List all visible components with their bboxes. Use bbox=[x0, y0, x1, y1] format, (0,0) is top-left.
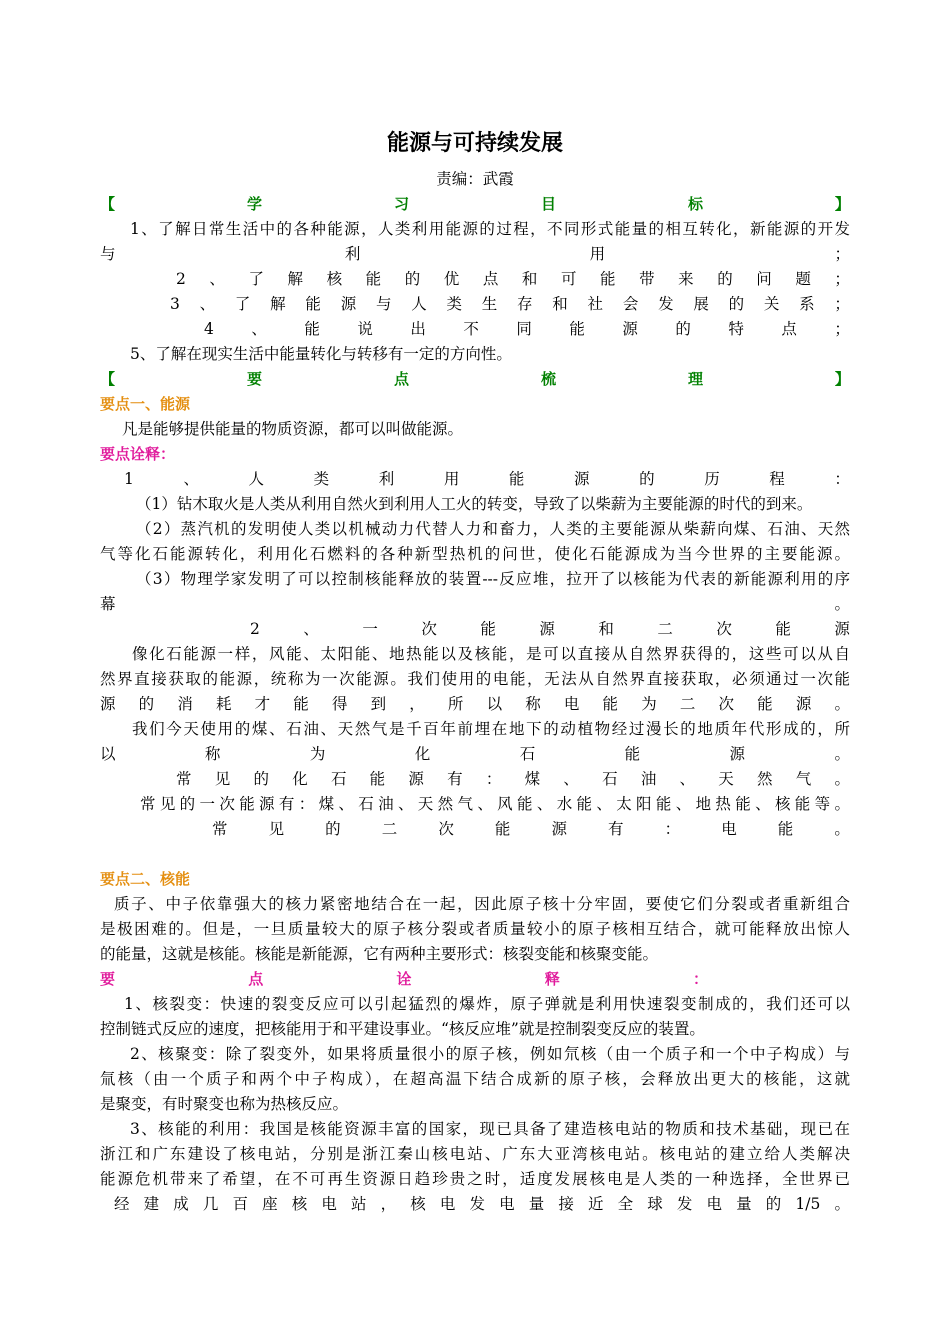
point1-heading: 要点一、能源 bbox=[100, 395, 191, 413]
goal-item-3 bbox=[170, 292, 850, 317]
fission-a: 1、核裂变：快速的裂变反应可以引起猛烈的爆炸，原子弹就是利用快速裂变制成的，我们还可以 bbox=[124, 995, 850, 1013]
text-token: ： bbox=[485, 770, 502, 788]
goal-item-2 bbox=[176, 267, 850, 292]
text-token: 要 bbox=[246, 370, 262, 388]
text-token: 展 bbox=[693, 295, 709, 313]
text-token: 用 bbox=[589, 245, 606, 263]
text-token: ； bbox=[834, 245, 850, 263]
text-token: 源 bbox=[551, 820, 567, 838]
text-token: 历 bbox=[704, 470, 720, 488]
text-token: 常 bbox=[212, 820, 228, 838]
text-token: 点 bbox=[393, 370, 409, 388]
text-token: 二 bbox=[657, 620, 673, 638]
text-token: 与 bbox=[100, 245, 116, 263]
text-token: 和 bbox=[598, 620, 614, 638]
text-token: 的 bbox=[325, 820, 341, 838]
common-fossil bbox=[176, 767, 850, 792]
text-token: 接 bbox=[558, 1195, 574, 1213]
goal-item-1-cont bbox=[100, 242, 850, 267]
text-token: 的 bbox=[404, 270, 421, 288]
fossil-a: 我们今天使用的煤、石油、天然气是千百年前埋在地下的动植物经过漫长的地质年代形成的，所 bbox=[132, 720, 850, 738]
text-token: 见 bbox=[268, 820, 285, 838]
text-token: 用 bbox=[443, 470, 460, 488]
text-token: 二 bbox=[381, 820, 398, 838]
text-token: 以 bbox=[100, 745, 116, 763]
text-token: 为 bbox=[309, 745, 326, 763]
point2-heading: 要点二、核能 bbox=[100, 870, 191, 888]
text-token: 能 bbox=[757, 695, 773, 713]
text-token: 电 bbox=[721, 820, 737, 838]
text-token: 】 bbox=[834, 195, 850, 213]
text-token: 电 bbox=[499, 1195, 515, 1213]
text-token: 能 bbox=[777, 820, 794, 838]
text-token: 电 bbox=[439, 1195, 456, 1213]
text-token: 消 bbox=[177, 695, 193, 713]
history-1: （1）钻木取火是人类从利用自然火到利用人工火的转变，导致了以柴薪为主要能源的时代的到来。 bbox=[136, 495, 813, 513]
text-token: 然 bbox=[757, 770, 773, 788]
use-b: 浙江和广东建设了核电站，分别是浙江秦山核电站、广东大亚湾核电站。核电站的建立给人类解决 bbox=[100, 1145, 850, 1163]
text-token: 站 bbox=[351, 1195, 367, 1213]
text-token: 的 bbox=[675, 320, 691, 338]
use-c: 能源危机带来了希望，在不可再生资源日趋珍贵之时，适度发展核电是人类的一种选择，全世界已 bbox=[100, 1170, 850, 1188]
text-token: 点 bbox=[248, 970, 264, 988]
history-title bbox=[124, 467, 850, 492]
text-token: ： bbox=[834, 470, 850, 488]
text-token: 、 bbox=[303, 620, 319, 638]
text-token: ； bbox=[834, 295, 850, 313]
fission-b: 控制链式反应的速度，把核能用于和平建设事业。“核反应堆”就是控制裂变反应的装置。 bbox=[100, 1020, 705, 1038]
text-token: 次 bbox=[421, 620, 437, 638]
text-token: 能 bbox=[480, 620, 496, 638]
editor-line: 责编：武霞 bbox=[436, 170, 514, 188]
text-token: 类 bbox=[446, 295, 462, 313]
text-token: ： bbox=[692, 970, 708, 988]
text-token: 【 bbox=[100, 370, 116, 388]
text-token: 。 bbox=[834, 770, 850, 788]
text-token: 能 bbox=[624, 745, 641, 763]
goal-item-4 bbox=[204, 317, 850, 342]
text-token: 社 bbox=[587, 295, 604, 313]
text-token: 所 bbox=[447, 695, 464, 713]
primary-1a: 像化石能源一样，风能、太阳能、地热能以及核能，是可以直接从自然界获得的，这些可以从自 bbox=[132, 645, 850, 663]
text-token: 球 bbox=[647, 1195, 663, 1213]
text-token: 梳 bbox=[540, 370, 556, 388]
text-token: 建 bbox=[143, 1195, 160, 1213]
text-token: 次 bbox=[438, 820, 454, 838]
text-token: 解 bbox=[287, 270, 304, 288]
text-token: 才 bbox=[254, 695, 271, 713]
text-token: 能 bbox=[569, 320, 585, 338]
primary-1c bbox=[100, 692, 850, 717]
text-token: 了 bbox=[234, 295, 251, 313]
text-token: 要 bbox=[100, 970, 116, 988]
common-primary: 常见的一次能源有：煤、石油、天然气、风能、水能、太阳能、地热能、核能等。 bbox=[140, 795, 850, 813]
text-token: 源 bbox=[539, 620, 555, 638]
text-token: 称 bbox=[204, 745, 221, 763]
text-token: 能 bbox=[508, 470, 525, 488]
text-token: 有 bbox=[608, 820, 624, 838]
text-token: 。 bbox=[834, 745, 850, 763]
text-token: 称 bbox=[525, 695, 541, 713]
text-token: 人 bbox=[248, 470, 265, 488]
text-token: 到 bbox=[370, 695, 387, 713]
text-token: 的 bbox=[639, 470, 655, 488]
text-token: 来 bbox=[678, 270, 694, 288]
text-token: 源 bbox=[834, 620, 850, 638]
text-token: 的 bbox=[138, 695, 155, 713]
text-token: 理 bbox=[687, 370, 703, 388]
history-2a: （2）蒸汽机的发明使人类以机械动力代替人力和畜力，人类的主要能源从柴薪向煤、石油、天然 bbox=[136, 520, 850, 538]
text-token: 2 bbox=[176, 270, 186, 288]
text-token: 问 bbox=[756, 270, 772, 288]
nuclear-intro-b: 是极困难的。但是，一旦质量较大的原子核分裂或者质量较小的原子核相互结合，就可能释放出惊人 bbox=[100, 920, 850, 938]
text-token: 人 bbox=[411, 295, 427, 313]
text-token: 能 bbox=[602, 695, 619, 713]
text-token: 以 bbox=[486, 695, 503, 713]
fusion-b: 氚核（由一个质子和两个中子构成），在超高温下结合成新的原子核，会释放出更大的核能，这就 bbox=[100, 1070, 850, 1088]
text-token: 次 bbox=[716, 620, 732, 638]
text-token: 常 bbox=[176, 770, 192, 788]
primary-title bbox=[250, 617, 850, 642]
text-token: 量 bbox=[528, 1195, 545, 1213]
text-token: 。 bbox=[834, 820, 850, 838]
text-token: 的 bbox=[765, 1195, 782, 1213]
text-token: 化 bbox=[292, 770, 308, 788]
text-token: 核 bbox=[410, 1195, 426, 1213]
text-token: 和 bbox=[552, 295, 568, 313]
text-token: 类 bbox=[313, 470, 330, 488]
text-token: 1 bbox=[124, 470, 134, 488]
text-token: ， bbox=[380, 1195, 397, 1213]
text-token: 、 bbox=[209, 270, 225, 288]
text-token: 源 bbox=[729, 745, 746, 763]
fossil-b bbox=[100, 742, 850, 767]
text-token: 源 bbox=[574, 470, 590, 488]
text-token: 的 bbox=[728, 295, 745, 313]
text-token: 气 bbox=[795, 770, 812, 788]
text-token: 核 bbox=[326, 270, 343, 288]
text-token: 能 bbox=[304, 320, 320, 338]
text-token: 能 bbox=[369, 770, 386, 788]
text-token: 发 bbox=[658, 295, 674, 313]
text-token: 一 bbox=[362, 620, 378, 638]
text-token: 。 bbox=[834, 1195, 850, 1213]
text-token: 3 bbox=[170, 295, 180, 313]
text-token: 二 bbox=[679, 695, 696, 713]
text-token: 能 bbox=[494, 820, 511, 838]
text-token: 生 bbox=[481, 295, 498, 313]
text-token: 近 bbox=[588, 1195, 604, 1213]
text-token: 带 bbox=[639, 270, 655, 288]
text-token: 石 bbox=[330, 770, 347, 788]
text-token: 几 bbox=[202, 1195, 219, 1213]
text-token: 学 bbox=[246, 195, 262, 213]
text-token: 不 bbox=[463, 320, 479, 338]
summary-header bbox=[100, 367, 850, 392]
text-token: 和 bbox=[521, 270, 538, 288]
common-secondary bbox=[212, 817, 850, 842]
text-token: 优 bbox=[443, 270, 460, 288]
text-token: 能 bbox=[600, 270, 616, 288]
text-token: 2 bbox=[250, 620, 260, 638]
text-token: 释 bbox=[544, 970, 560, 988]
text-token: 、 bbox=[199, 295, 216, 313]
text-token: 题 bbox=[795, 270, 811, 288]
history-3b bbox=[100, 592, 850, 617]
nuclear-intro-a: 质子、中子依靠强大的核力紧密地结合在一起，因此原子核十分牢固，要使它们分裂或者重新组合 bbox=[114, 895, 850, 913]
text-token: 源 bbox=[100, 695, 116, 713]
text-token: 的 bbox=[717, 270, 733, 288]
text-token: 能 bbox=[775, 620, 791, 638]
text-token: 经 bbox=[114, 1195, 130, 1213]
text-token: 成 bbox=[173, 1195, 189, 1213]
text-token: ； bbox=[834, 270, 850, 288]
text-token: 次 bbox=[718, 695, 735, 713]
history-2b: 气等化石能源转化，利用化石燃料的各种新型热机的问世，使化石能源成为当今世界的主要能源。 bbox=[100, 545, 850, 563]
text-token: 得 bbox=[331, 695, 348, 713]
text-token: 化 bbox=[414, 745, 431, 763]
text-token: 利 bbox=[344, 245, 361, 263]
text-token: 说 bbox=[357, 320, 373, 338]
text-token: 出 bbox=[410, 320, 426, 338]
text-token: 点 bbox=[781, 320, 797, 338]
text-token: 电 bbox=[321, 1195, 337, 1213]
primary-1b: 然界直接获取的能源，统称为一次能源。我们使用的电能，无法从自然界直接获取，必须通过一次能 bbox=[100, 670, 850, 688]
text-token: 能 bbox=[293, 695, 309, 713]
history-3a: （3）物理学家发明了可以控制核能释放的装置---反应堆，拉开了以核能为代表的新能源利用的序 bbox=[136, 570, 850, 588]
text-token: 百 bbox=[232, 1195, 249, 1213]
text-token: 源 bbox=[795, 695, 812, 713]
document-title: 能源与可持续发展 bbox=[386, 131, 563, 156]
text-token: 习 bbox=[393, 195, 409, 213]
text-token: 了 bbox=[248, 270, 264, 288]
text-token: 石 bbox=[519, 745, 536, 763]
text-token: 存 bbox=[517, 295, 533, 313]
text-token: 发 bbox=[676, 1195, 693, 1213]
text-token: 特 bbox=[728, 320, 744, 338]
text-token: ； bbox=[834, 320, 850, 338]
fusion-a: 2、核聚变：除了裂变外，如果将质量很小的原子核，例如氘核（由一个质子和一个中子构成）与 bbox=[130, 1045, 850, 1063]
text-token: 系 bbox=[799, 295, 815, 313]
text-token: 】 bbox=[834, 370, 850, 388]
text-token: 可 bbox=[560, 270, 577, 288]
text-token: 全 bbox=[617, 1195, 634, 1213]
text-token: 电 bbox=[563, 695, 580, 713]
text-token: 油 bbox=[640, 770, 657, 788]
goal-item-5: 5、了解在现实生活中能量转化与转移有一定的方向性。 bbox=[130, 345, 512, 363]
text-token: ， bbox=[409, 695, 425, 713]
fusion-c: 是聚变，有时聚变也称为热核反应。 bbox=[100, 1095, 349, 1113]
text-token: 利 bbox=[378, 470, 395, 488]
goal-item-1: 1、了解日常生活中的各种能源，人类利用能源的过程，不同形式能量的相互转化，新能源的开发 bbox=[130, 220, 850, 238]
text-token: 能 bbox=[365, 270, 382, 288]
text-token: 源 bbox=[408, 770, 424, 788]
text-token: 诠 bbox=[396, 970, 412, 988]
text-token: 煤 bbox=[524, 770, 541, 788]
text-token: 4 bbox=[204, 320, 214, 338]
text-token: 天 bbox=[718, 770, 734, 788]
text-token: 。 bbox=[834, 695, 850, 713]
point1-definition: 凡是能够提供能量的物质资源，都可以叫做能源。 bbox=[122, 420, 464, 438]
text-token: ： bbox=[664, 820, 681, 838]
nuclear-intro-c: 的能量，这就是核能。核能是新能源，它有两种主要形式：核裂变能和核聚变能。 bbox=[100, 945, 659, 963]
text-token: 、 bbox=[183, 470, 199, 488]
text-token: 石 bbox=[602, 770, 618, 788]
text-token: 、 bbox=[679, 770, 696, 788]
text-token: 【 bbox=[100, 195, 116, 213]
text-token: 、 bbox=[563, 770, 579, 788]
text-token: 电 bbox=[706, 1195, 723, 1213]
text-token: 目 bbox=[540, 195, 556, 213]
text-token: 。 bbox=[834, 595, 850, 613]
text-token: 量 bbox=[736, 1195, 752, 1213]
text-token: 与 bbox=[375, 295, 392, 313]
text-token: 解 bbox=[270, 295, 286, 313]
point1-explain-heading: 要点诠释： bbox=[100, 445, 176, 463]
text-token: 的 bbox=[253, 770, 269, 788]
text-token: 发 bbox=[469, 1195, 486, 1213]
text-token: 源 bbox=[622, 320, 638, 338]
use-a: 3、核能的利用：我国是核能资源丰富的国家，现已具备了建造核电站的物质和技术基础，现已在 bbox=[130, 1120, 850, 1138]
text-token: 见 bbox=[214, 770, 231, 788]
text-token: 源 bbox=[340, 295, 357, 313]
text-token: 标 bbox=[687, 195, 703, 213]
text-token: 有 bbox=[447, 770, 463, 788]
text-token: 点 bbox=[482, 270, 499, 288]
text-token: 程 bbox=[769, 470, 785, 488]
use-d bbox=[114, 1192, 850, 1217]
text-token: 、 bbox=[251, 320, 267, 338]
goals-header bbox=[100, 192, 850, 217]
text-token: 耗 bbox=[215, 695, 232, 713]
point2-explain-heading bbox=[100, 967, 708, 992]
text-token: 座 bbox=[262, 1195, 278, 1213]
text-token: 幕 bbox=[100, 595, 116, 613]
text-token: 会 bbox=[622, 295, 639, 313]
text-token: 关 bbox=[763, 295, 780, 313]
text-token: 1/5 bbox=[795, 1195, 821, 1213]
text-token: 为 bbox=[641, 695, 657, 713]
text-token: 核 bbox=[291, 1195, 308, 1213]
text-token: 能 bbox=[305, 295, 321, 313]
text-token: 同 bbox=[516, 320, 532, 338]
